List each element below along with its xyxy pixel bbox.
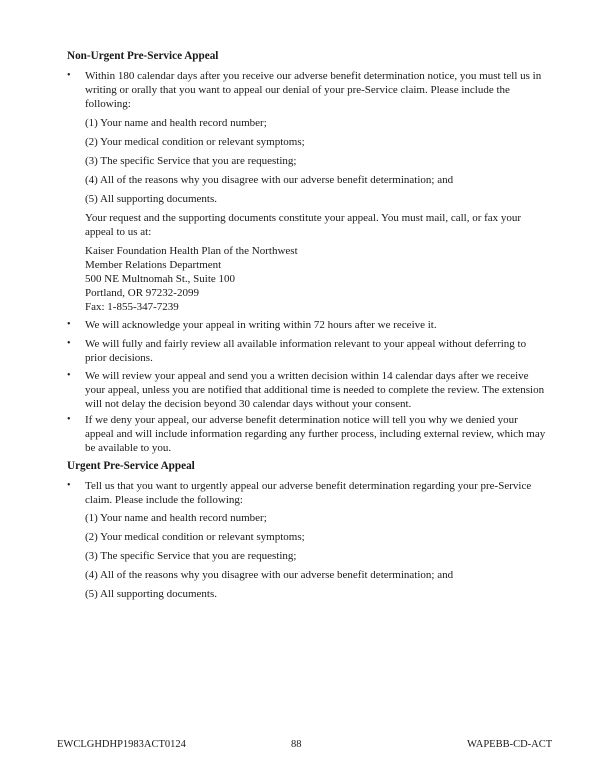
bullet-text: If we deny your appeal, our adverse benefit determination notice will tell you why we denied your appeal and will include information regarding any further process, including external review, which may be available to you. bbox=[85, 414, 546, 454]
list-item: (1) Your name and health record number; bbox=[85, 512, 267, 524]
request-paragraph: Your request and the supporting documents constitute your appeal. You must mail, call, or fax your appeal to us at: bbox=[85, 212, 522, 238]
list-item: (4) All of the reasons why you disagree with our adverse benefit determination; and bbox=[85, 569, 454, 581]
list-item bbox=[67, 479, 547, 507]
list-item: (5) All supporting documents. bbox=[85, 193, 217, 205]
bullet-icon: • bbox=[67, 319, 71, 330]
section-heading-urgent: Urgent Pre-Service Appeal bbox=[67, 460, 195, 472]
list-item: (5) All supporting documents. bbox=[85, 588, 217, 600]
list-item: (2) Your medical condition or relevant symptoms; bbox=[85, 136, 305, 148]
list-item: (3) The specific Service that you are requesting; bbox=[85, 155, 297, 167]
bullet-text: We will fully and fairly review all available information relevant to your appeal without deferring to prior decisions. bbox=[85, 338, 527, 364]
mailing-address bbox=[85, 244, 547, 314]
footer-plan-code: WAPEBB-CD-ACT bbox=[467, 739, 553, 750]
bullet-icon: • bbox=[67, 338, 71, 349]
address-line: Member Relations Department bbox=[85, 259, 222, 271]
bullet-text: We will review your appeal and send you a written decision within 14 calendar days after we receive your appeal, unless you are notified that additional time is needed to complete the review. The extension will not delay the decision beyond 30 calendar days without your consent. bbox=[85, 370, 545, 410]
list-item bbox=[67, 69, 547, 111]
list-item bbox=[67, 337, 547, 365]
list-item bbox=[67, 369, 547, 411]
bullet-icon: • bbox=[67, 370, 71, 381]
address-line: 500 NE Multnomah St., Suite 100 bbox=[85, 273, 236, 285]
footer-document-code: EWCLGHDHP1983ACT0124 bbox=[57, 739, 186, 750]
bullet-icon: • bbox=[67, 70, 71, 81]
bullet-text: We will acknowledge your appeal in writing within 72 hours after we receive it. bbox=[85, 319, 437, 331]
list-item: (1) Your name and health record number; bbox=[85, 117, 267, 129]
address-line: Portland, OR 97232-2099 bbox=[85, 287, 199, 299]
bullet-icon: • bbox=[67, 414, 71, 425]
address-line: Kaiser Foundation Health Plan of the Northwest bbox=[85, 245, 298, 257]
fax-number: Fax: 1-855-347-7239 bbox=[85, 301, 179, 313]
list-item bbox=[67, 413, 547, 455]
bullet-icon: • bbox=[67, 480, 71, 491]
list-item: (2) Your medical condition or relevant symptoms; bbox=[85, 531, 305, 543]
bullet-text: Within 180 calendar days after you receive our adverse benefit determination notice, you must tell us in writing or orally that you want to appeal our denial of your pre-Service claim. Please include the following: bbox=[85, 70, 542, 110]
list-item bbox=[67, 318, 547, 332]
list-item: (3) The specific Service that you are requesting; bbox=[85, 550, 297, 562]
list-item: (4) All of the reasons why you disagree with our adverse benefit determination; and bbox=[85, 174, 454, 186]
page-number: 88 bbox=[291, 739, 302, 750]
section-heading-non-urgent: Non-Urgent Pre-Service Appeal bbox=[67, 50, 219, 62]
bullet-text: Tell us that you want to urgently appeal our adverse benefit determination regarding your pre-Service claim. Please include the following: bbox=[85, 480, 532, 506]
